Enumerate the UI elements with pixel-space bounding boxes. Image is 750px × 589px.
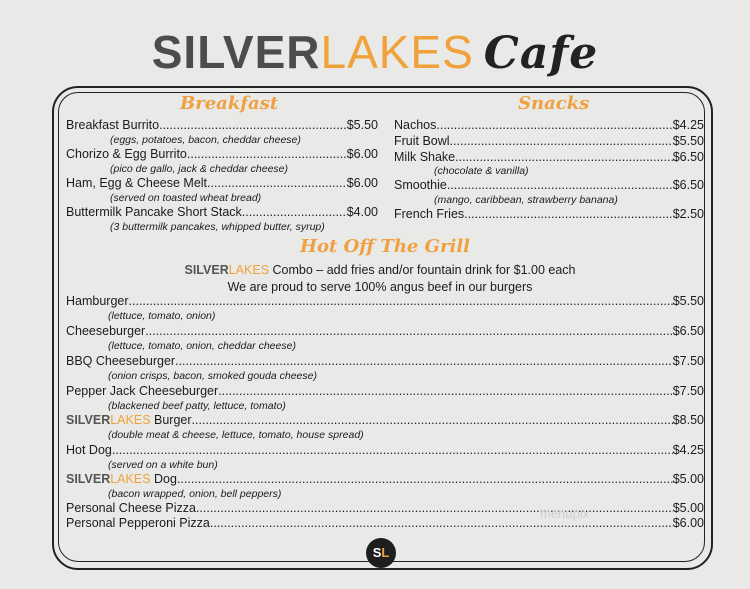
menu-item-smoothie: Smoothie ..... $6.50	[394, 178, 704, 192]
menu-item-cheeseburger: Cheeseburger ..... $6.50	[66, 324, 704, 338]
menu-item-chorizo-egg-burrito: Chorizo & Egg Burrito ..... $6.00	[66, 147, 378, 161]
menu-item-silverlakes-burger: SILVERLAKES Burger ..... $8.50	[66, 413, 704, 427]
angus-note: We are proud to serve 100% angus beef in our burgers	[227, 280, 533, 294]
brand-silver: SILVER	[151, 26, 321, 78]
item-description: (pico de gallo, jack & cheddar cheese)	[110, 163, 289, 175]
item-description: (3 buttermilk pancakes, whipped butter, syrup)	[110, 221, 325, 233]
brand-cafe: Cafe	[483, 28, 599, 79]
item-description: (lettuce, tomato, onion)	[108, 310, 216, 322]
menu-item-hamburger: Hamburger ..... $5.50	[66, 294, 704, 308]
menu-item-pepper-jack-cheeseburger: Pepper Jack Cheeseburger ..... $7.50	[66, 384, 704, 398]
menu-item-hot-dog: Hot Dog ..... $4.25	[66, 443, 704, 457]
item-description: (onion crisps, bacon, smoked gouda cheese)	[108, 370, 317, 382]
menu-item-fruit-bowl: Fruit Bowl ..... $5.50	[394, 134, 704, 148]
item-description: (mango, caribbean, strawberry banana)	[434, 194, 618, 206]
item-description: (blackened beef patty, lettuce, tomato)	[108, 400, 286, 412]
menu-item-breakfast-burrito: Breakfast Burrito ..... $5.50	[66, 118, 378, 132]
cafe-logo-title	[0, 24, 750, 82]
menu-item-nachos: Nachos ..... $4.25	[394, 118, 704, 132]
item-description: (bacon wrapped, onion, bell peppers)	[108, 488, 282, 500]
watermark: menupix	[540, 506, 590, 521]
menu-item-personal-pepperoni-pizza: Personal Pepperoni Pizza ..... $6.00	[66, 516, 704, 530]
snacks-heading: Snacks	[518, 93, 590, 114]
menu-item-french-fries: French Fries ..... $2.50	[394, 207, 704, 221]
brand-lakes: LAKES	[320, 26, 474, 78]
item-description: (served on toasted wheat bread)	[110, 192, 262, 204]
item-description: (eggs, potatoes, bacon, cheddar cheese)	[110, 134, 301, 146]
item-description: (double meat & cheese, lettuce, tomato, house spread)	[108, 429, 364, 441]
sl-logo-icon: SL	[366, 538, 396, 568]
menu-item-personal-cheese-pizza: Personal Cheese Pizza ..... $5.00	[66, 501, 704, 515]
menu-item-bbq-cheeseburger: BBQ Cheeseburger ..... $7.50	[66, 354, 704, 368]
menu-item-silverlakes-dog: SILVERLAKES Dog ..... $5.00	[66, 472, 704, 486]
item-description: (chocolate & vanilla)	[434, 165, 529, 177]
item-description: (served on a white bun)	[108, 459, 218, 471]
menu-item-milk-shake: Milk Shake ..... $6.50	[394, 150, 704, 164]
grill-heading: Hot Off The Grill	[300, 236, 470, 257]
menu-item-pancake-short-stack: Buttermilk Pancake Short Stack ..... $4.00	[66, 205, 378, 219]
menu-item-ham-egg-cheese-melt: Ham, Egg & Cheese Melt ..... $6.00	[66, 176, 378, 190]
item-description: (lettuce, tomato, onion, cheddar cheese)	[108, 340, 296, 352]
breakfast-heading: Breakfast	[180, 93, 279, 114]
combo-note: SILVERLAKES Combo – add fries and/or fountain drink for $1.00 each	[184, 263, 576, 277]
